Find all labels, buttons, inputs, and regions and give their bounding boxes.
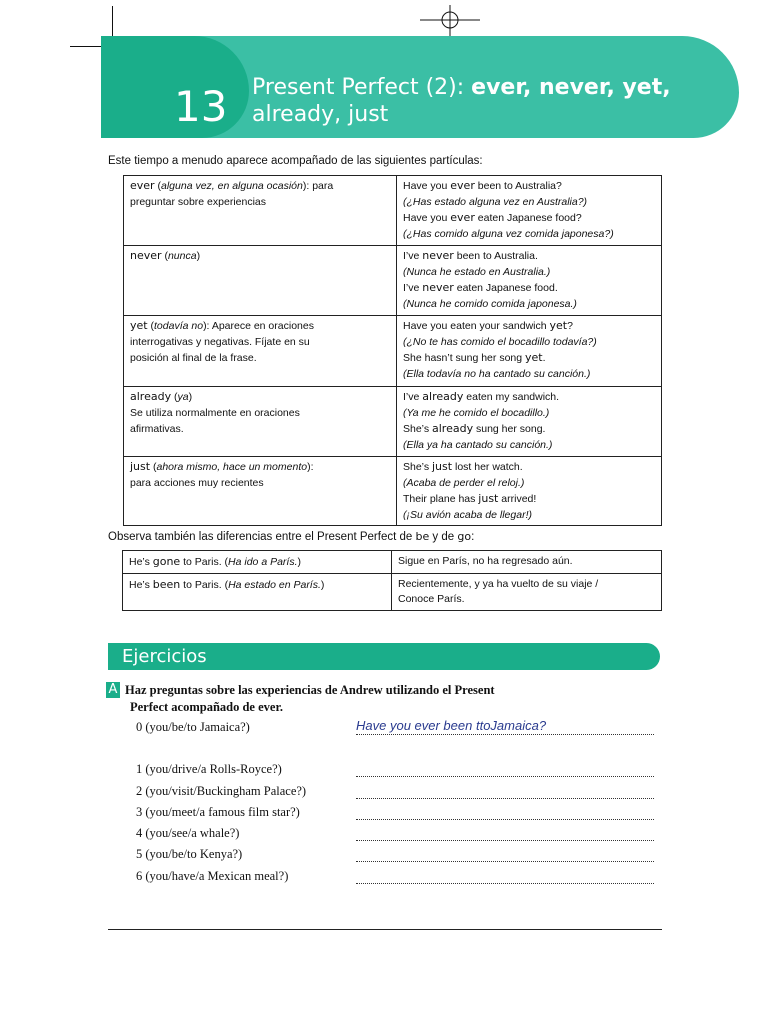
translation-text: (Ya me he comido el bocadillo.) (403, 407, 550, 419)
particle-gloss: ahora mismo, hace un momento (156, 461, 308, 473)
sentence-text: I’ve (403, 282, 423, 294)
title-keywords-1: ever, never, yet, (471, 75, 671, 100)
diff-cell-right (392, 574, 662, 611)
particle-keyword: never (130, 249, 162, 262)
sentence-keyword: already (422, 390, 464, 403)
example-sentence (403, 248, 655, 264)
sentence-text: She’s (403, 461, 432, 473)
diff-gloss: Ha ido a París. (228, 556, 298, 568)
translation-text: (¿Has estado alguna vez en Australia?) (403, 196, 588, 208)
particle-keyword: just (130, 460, 151, 473)
sentence-text: I’ve (403, 250, 423, 262)
sentence-keyword: never (422, 281, 454, 294)
sentence-text: eaten my sandwich. (463, 391, 560, 403)
crop-mark-horizontal-left (70, 46, 101, 47)
particle-desc: afirmativas. (130, 423, 184, 435)
bottom-divider (108, 929, 662, 930)
diff-cell-left (123, 551, 392, 574)
sentence-keyword: just (478, 492, 499, 505)
intro2-kw-be: be (415, 530, 430, 543)
translation-text: (Acaba de perder el reloj.) (403, 477, 525, 489)
example-sentence (403, 318, 655, 334)
sentence-text: eaten Japanese food. (453, 282, 558, 294)
table-row (124, 176, 662, 246)
sentence-keyword: never (422, 249, 454, 262)
example-cell (397, 246, 662, 316)
diff-text: to Paris. ( (180, 556, 229, 568)
intro2-post: : (471, 531, 475, 543)
sentence-keyword: ever (450, 179, 475, 192)
intro2-pre: Observa también las diferencias entre el Present Perfect de (108, 531, 416, 543)
answer-line[interactable] (356, 867, 654, 884)
example-translation (403, 437, 655, 453)
translation-text: (Ella todavía no ha cantado su canción.) (403, 368, 591, 380)
example-translation (403, 507, 655, 523)
diff-text: He’s (129, 556, 153, 568)
difference-table (122, 550, 662, 611)
particle-gloss: alguna vez, en alguna ocasión (161, 180, 303, 192)
particle-cell: never (nunca) (124, 246, 397, 316)
example-translation (403, 366, 655, 382)
exercise-item (136, 845, 660, 863)
example-translation (403, 296, 655, 312)
example-translation (403, 475, 655, 491)
exercise-item (136, 760, 660, 778)
table-row (124, 387, 662, 457)
particle-keyword: already (130, 390, 172, 403)
example-translation (403, 264, 655, 280)
diff-text: He’s (129, 579, 153, 591)
example-sentence (403, 459, 655, 475)
instruction-line-2: Perfect acompañado de ever. (130, 700, 283, 714)
sentence-text: eaten Japanese food? (474, 212, 582, 224)
exercise-item (136, 718, 660, 736)
answer-line[interactable] (356, 845, 654, 862)
diff-explanation: Sigue en París, no ha regresado aún. (398, 555, 573, 567)
answer-line[interactable] (356, 824, 654, 841)
particle-gloss: todavía no (154, 320, 204, 332)
translation-text: (Nunca he estado en Australia.) (403, 266, 551, 278)
exercise-prompt: 2 (you/visit/Buckingham Palace?) (136, 784, 307, 798)
sentence-text: Have you eaten your sandwich (403, 320, 550, 332)
sentence-text: sung her song. (473, 423, 546, 435)
diff-explanation: Recientemente, y ya ha vuelto de su viaje / (398, 578, 599, 590)
example-cell (397, 316, 662, 387)
table-row (123, 551, 662, 574)
page-title (252, 74, 722, 128)
translation-text: (Nunca he comido comida japonesa.) (403, 298, 577, 310)
translation-text: (¿Has comido alguna vez comida japonesa?) (403, 228, 614, 240)
translation-text: (¿No te has comido el bocadillo todavía?) (403, 336, 597, 348)
sentence-keyword: ever (450, 211, 475, 224)
particle-desc: ) (196, 250, 201, 262)
example-sentence (403, 210, 655, 226)
example-sentence (403, 389, 655, 405)
exercise-item (136, 803, 660, 821)
example-sentence (403, 280, 655, 296)
sentence-keyword: already (432, 422, 474, 435)
table-row (124, 246, 662, 316)
example-sentence (403, 491, 655, 507)
exercise-prompt: 4 (you/see/a whale?) (136, 826, 240, 840)
particle-gloss: ya (177, 391, 189, 403)
sentence-keyword: yet (525, 351, 543, 364)
particle-desc: preguntar sobre experiencias (130, 196, 266, 208)
sentence-text: She’s (403, 423, 432, 435)
particle-desc: ) (188, 391, 193, 403)
example-translation (403, 405, 655, 421)
title-line-2: already, just (252, 102, 389, 127)
example-cell (397, 176, 662, 246)
table-row (124, 457, 662, 526)
example-sentence (403, 178, 655, 194)
particle-keyword: yet (130, 319, 148, 332)
translation-text: (Ella ya ha cantado su canción.) (403, 439, 553, 451)
sentence-text: I’ve (403, 391, 423, 403)
instruction-line-1: Haz preguntas sobre las experiencias de Andrew utilizando el Present (125, 683, 495, 697)
translation-text: (¡Su avión acaba de llegar!) (403, 509, 532, 521)
sentence-text: Their plane has (403, 493, 479, 505)
unit-number: 13 (174, 82, 228, 131)
grammar-table (123, 175, 662, 526)
particle-desc: ): para (302, 180, 334, 192)
exercise-item (136, 782, 660, 800)
exercise-prompt: 0 (you/be/to Jamaica?) (136, 720, 250, 734)
diff-keyword: been (152, 578, 181, 591)
sentence-text: She hasn’t sung her song (403, 352, 526, 364)
particle-cell: just (ahora mismo, hace un momento): para acciones muy recientes (124, 457, 397, 526)
exercise-prompt: 6 (you/have/a Mexican meal?) (136, 869, 289, 883)
sentence-keyword: just (432, 460, 453, 473)
exercise-item (136, 824, 660, 842)
exercise-item (136, 867, 660, 885)
example-cell (397, 387, 662, 457)
crop-mark-vertical-left (112, 6, 113, 36)
particle-desc: ): (307, 461, 314, 473)
exercises-heading: Ejercicios (122, 646, 207, 667)
particle-desc: para acciones muy recientes (130, 477, 264, 489)
example-translation (403, 226, 655, 242)
diff-cell-left (123, 574, 392, 611)
exercise-instructions (125, 682, 565, 716)
sentence-text: Have you (403, 180, 451, 192)
intro2-mid: y de (429, 531, 458, 543)
table-row (124, 316, 662, 387)
answer-text: Have you ever been ttoJamaica? (356, 718, 547, 733)
example-sentence (403, 421, 655, 437)
exercise-letter-badge: A (106, 682, 120, 698)
particle-desc: ): Aparece en oraciones (203, 320, 314, 332)
sentence-text: been to Australia? (474, 180, 562, 192)
registration-mark-icon (420, 5, 480, 39)
particle-keyword: ever (130, 179, 155, 192)
intro-text: Este tiempo a menudo aparece acompañado de las siguientes partículas: (108, 155, 483, 167)
intro-text-2 (108, 530, 474, 543)
particle-gloss: nunca (167, 250, 197, 262)
exercise-prompt: 1 (you/drive/a Rolls-Royce?) (136, 762, 282, 776)
sentence-keyword: yet (549, 319, 568, 332)
sentence-text: been to Australia. (453, 250, 538, 262)
answer-line[interactable] (356, 760, 654, 777)
diff-explanation: Conoce París. (398, 593, 465, 605)
example-cell (397, 457, 662, 526)
particle-desc: Se utiliza normalmente en oraciones (130, 407, 300, 419)
particle-desc: posición al final de la frase. (130, 352, 257, 364)
example-translation (403, 334, 655, 350)
title-plain: Present Perfect (2): (252, 75, 465, 100)
particle-cell: ever (alguna vez, en alguna ocasión): para preguntar sobre experiencias (124, 176, 397, 246)
particle-cell: already (ya) Se utiliza normalmente en oraciones afirmativas. (124, 387, 397, 457)
example-sentence (403, 350, 655, 366)
example-translation (403, 194, 655, 210)
diff-text: ) (320, 579, 325, 591)
sentence-text: lost her watch. (452, 461, 523, 473)
intro2-kw-go: go (457, 530, 472, 543)
diff-text: to Paris. ( (180, 579, 229, 591)
sentence-text: . (542, 352, 546, 364)
diff-keyword: gone (152, 555, 181, 568)
answer-line[interactable] (356, 803, 654, 820)
particle-cell: yet (todavía no): Aparece en oraciones interrogativas y negativas. Fíjate en su posición al final de la frase. (124, 316, 397, 387)
sentence-text: arrived! (498, 493, 537, 505)
answer-line[interactable] (356, 782, 654, 799)
diff-text: ) (297, 556, 301, 568)
diff-cell-right (392, 551, 662, 574)
sentence-text: ? (567, 320, 573, 332)
exercise-prompt: 5 (you/be/to Kenya?) (136, 847, 243, 861)
table-row (123, 574, 662, 611)
particle-desc: interrogativas y negativas. Fíjate en su (130, 336, 310, 348)
diff-gloss: Ha estado en París. (228, 579, 321, 591)
exercise-prompt: 3 (you/meet/a famous film star?) (136, 805, 300, 819)
sentence-text: Have you (403, 212, 451, 224)
